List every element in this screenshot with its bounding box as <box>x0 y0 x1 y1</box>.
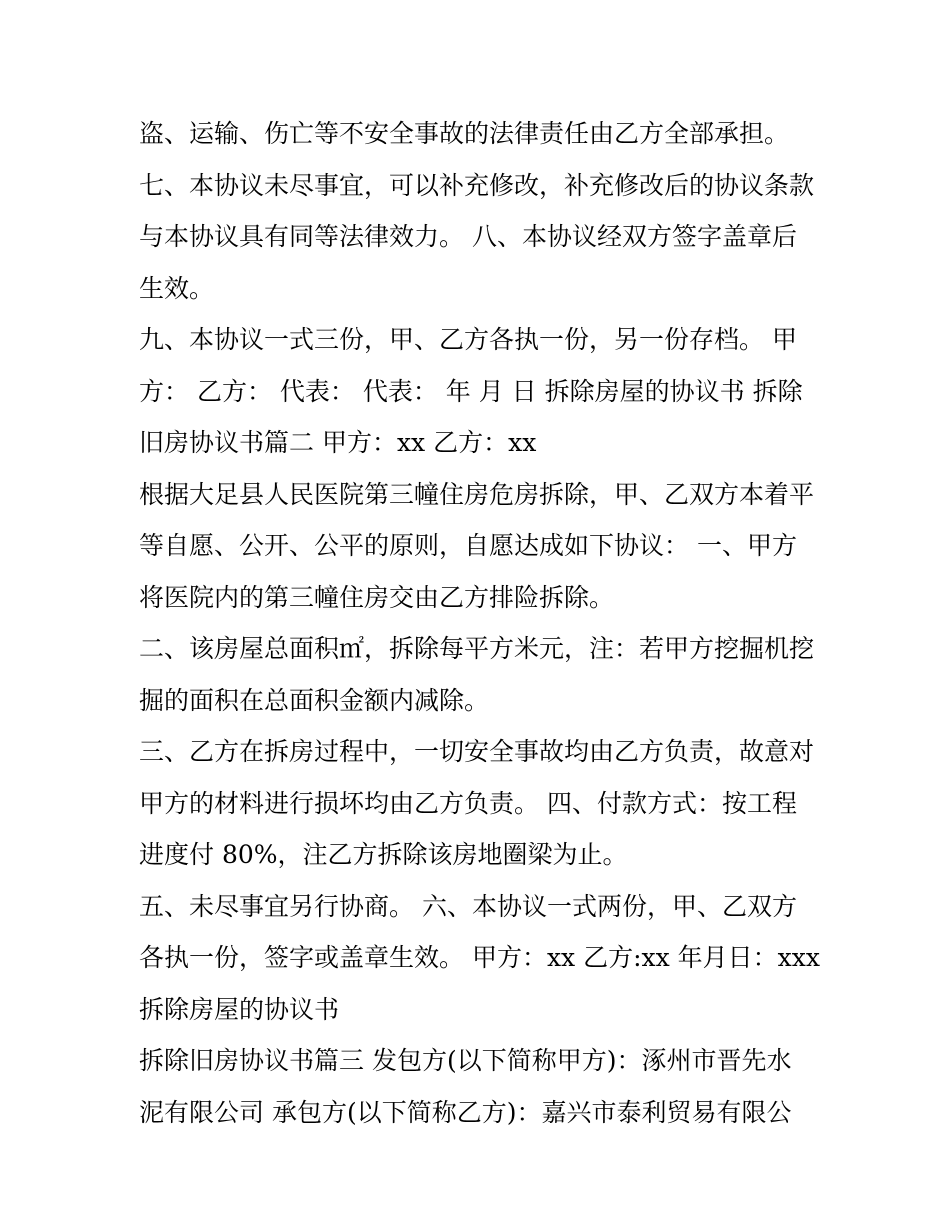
text-line: 方： 乙方： 代表： 代表： 年 月 日 拆除房屋的协议书 拆除 <box>139 376 803 406</box>
text-line: 九、本协议一式三份，甲、乙方各执一份，另一份存档。 甲 <box>139 325 797 354</box>
text-line: 进度付 80%，注乙方拆除该房地圈梁为止。 <box>139 840 628 869</box>
text-line: 二、该房屋总面积㎡，拆除每平方米元，注：若甲方挖掘机挖 <box>139 634 815 663</box>
text-line: 泥有限公司 承包方(以下简称乙方)：嘉兴市泰利贸易有限公 <box>139 1097 792 1127</box>
text-line: 将医院内的第三幢住房交由乙方排险拆除。 <box>139 582 615 612</box>
text-line: 掘的面积在总面积金额内减除。 <box>139 685 490 715</box>
text-line: 等自愿、公开、公平的原则，自愿达成如下协议： 一、甲方 <box>139 531 797 560</box>
text-line: 生效。 <box>139 273 215 303</box>
text-line: 甲方的材料进行损坏均由乙方负责。 四、付款方式：按工程 <box>139 788 797 818</box>
text-line: 拆除旧房协议书篇三 发包方(以下简称甲方)：涿州市晋先水 <box>139 1046 792 1075</box>
text-line: 三、乙方在拆房过程中，一切安全事故均由乙方负责，故意对 <box>139 737 815 766</box>
text-line: 拆除房屋的协议书 <box>139 994 340 1024</box>
text-line: 盗、运输、伤亡等不安全事故的法律责任由乙方全部承担。 <box>139 119 790 148</box>
text-line: 根据大足县人民医院第三幢住房危房拆除，甲、乙双方本着平 <box>139 479 815 509</box>
text-line: 五、未尽事宜另行协商。 六、本协议一式两份，甲、乙双方 <box>139 891 797 921</box>
document-body <box>139 108 819 1138</box>
text-line: 各执一份，签字或盖章生效。 甲方：xx 乙方:xx 年月日：xxx <box>139 943 820 972</box>
text-line: 七、本协议未尽事宜，可以补充修改，补充修改后的协议条款 <box>139 170 815 200</box>
text-line: 旧房协议书篇二 甲方：xx 乙方：xx <box>139 428 537 457</box>
text-line: 与本协议具有同等法律效力。 八、本协议经双方签字盖章后 <box>139 222 797 251</box>
